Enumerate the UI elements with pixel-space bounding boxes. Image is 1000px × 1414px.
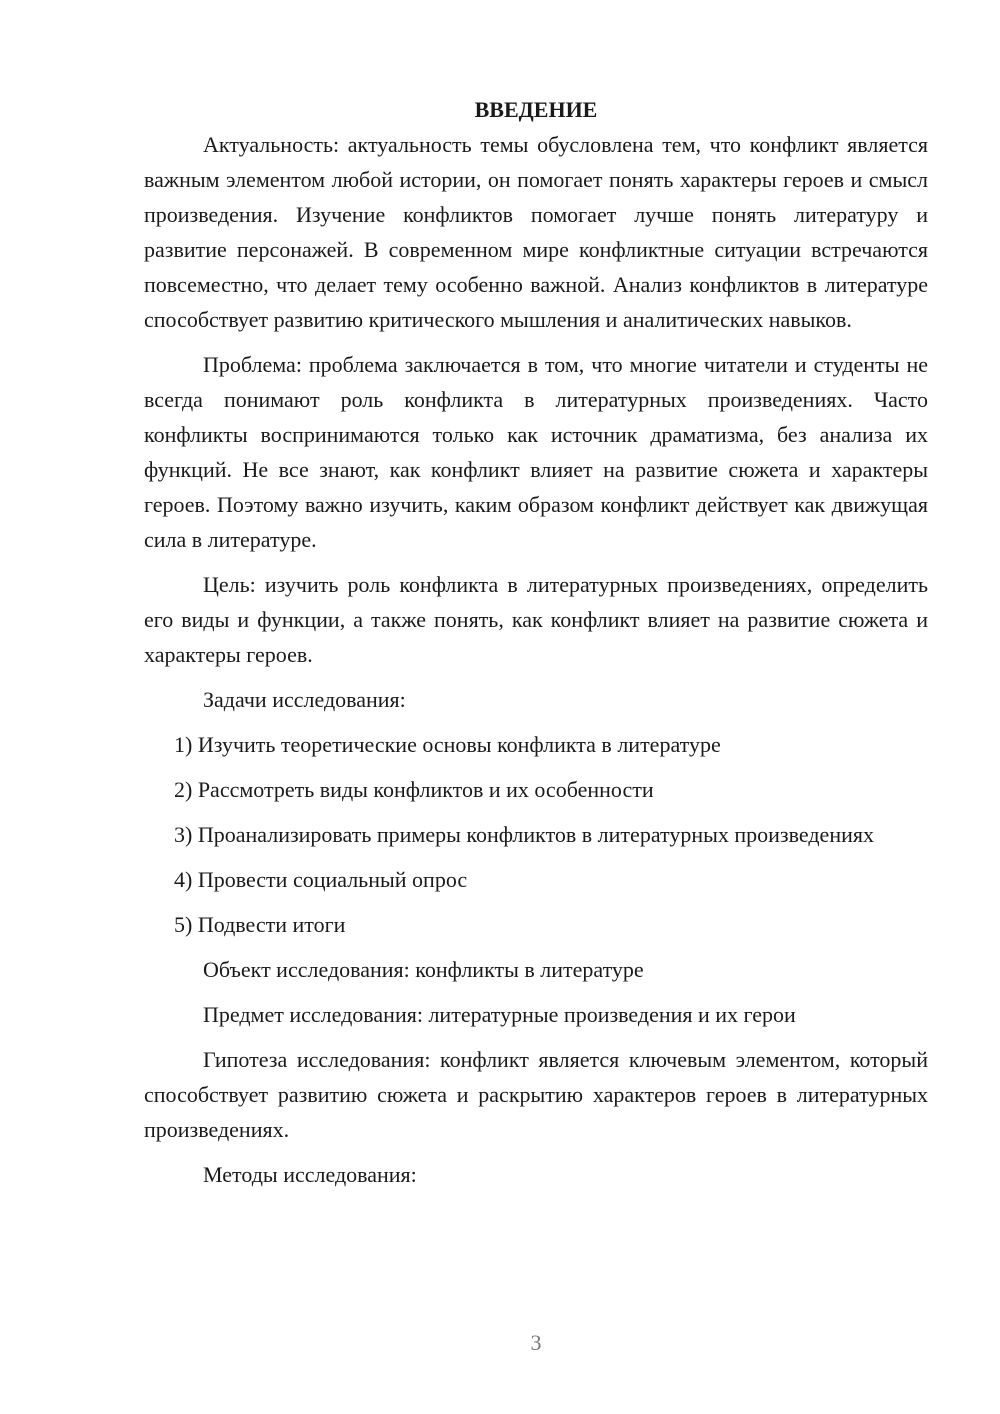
object-paragraph: Объект исследования: конфликты в литературе bbox=[203, 957, 644, 982]
task-item-4: 4) Провести социальный опрос bbox=[174, 867, 468, 892]
relevance-paragraph: Актуальность: актуальность темы обусловлена тем, что конфликт является важным элементом любой истории, он помогает понять характеры героев и смысл произведения. Изучение конфликтов помогает лучше понять литературу и развитие персонажей. В современном мире конфликтные ситуации встречаются повсеместно, что делает тему особенно важной. Анализ конфликтов в литературе способствует развитию критического мышления и аналитических навыков. bbox=[144, 132, 928, 332]
goal-paragraph: Цель: изучить роль конфликта в литературных произведениях, определить его виды и функции, а также понять, как конфликт влияет на развитие сюжета и характеры героев. bbox=[144, 572, 928, 667]
hypothesis-paragraph: Гипотеза исследования: конфликт является ключевым элементом, который способствует развитию сюжета и раскрытию характеров героев в литературных произведениях. bbox=[144, 1047, 928, 1142]
page-number: 3 bbox=[530, 1330, 542, 1355]
subject-paragraph: Предмет исследования: литературные произведения и их герои bbox=[203, 1002, 796, 1027]
problem-paragraph: Проблема: проблема заключается в том, что многие читатели и студенты не всегда понимают роль конфликта в литературных произведениях. Часто конфликты воспринимаются только как источник драматизма, без анализа их функций. Не все знают, как конфликт влияет на развитие сюжета и характеры героев. Поэтому важно изучить, каким образом конфликт действует как движущая сила в литературе. bbox=[144, 352, 928, 552]
tasks-title: Задачи исследования: bbox=[203, 687, 406, 712]
task-item-1: 1) Изучить теоретические основы конфликта в литературе bbox=[174, 732, 721, 757]
task-item-5: 5) Подвести итоги bbox=[174, 912, 346, 937]
methods-title: Методы исследования: bbox=[203, 1162, 417, 1187]
page-body bbox=[144, 92, 928, 1202]
task-item-2: 2) Рассмотреть виды конфликтов и их особенности bbox=[174, 777, 654, 802]
task-item-3: 3) Проанализировать примеры конфликтов в литературных произведениях bbox=[174, 822, 874, 847]
section-heading: ВВЕДЕНИЕ bbox=[474, 97, 598, 122]
